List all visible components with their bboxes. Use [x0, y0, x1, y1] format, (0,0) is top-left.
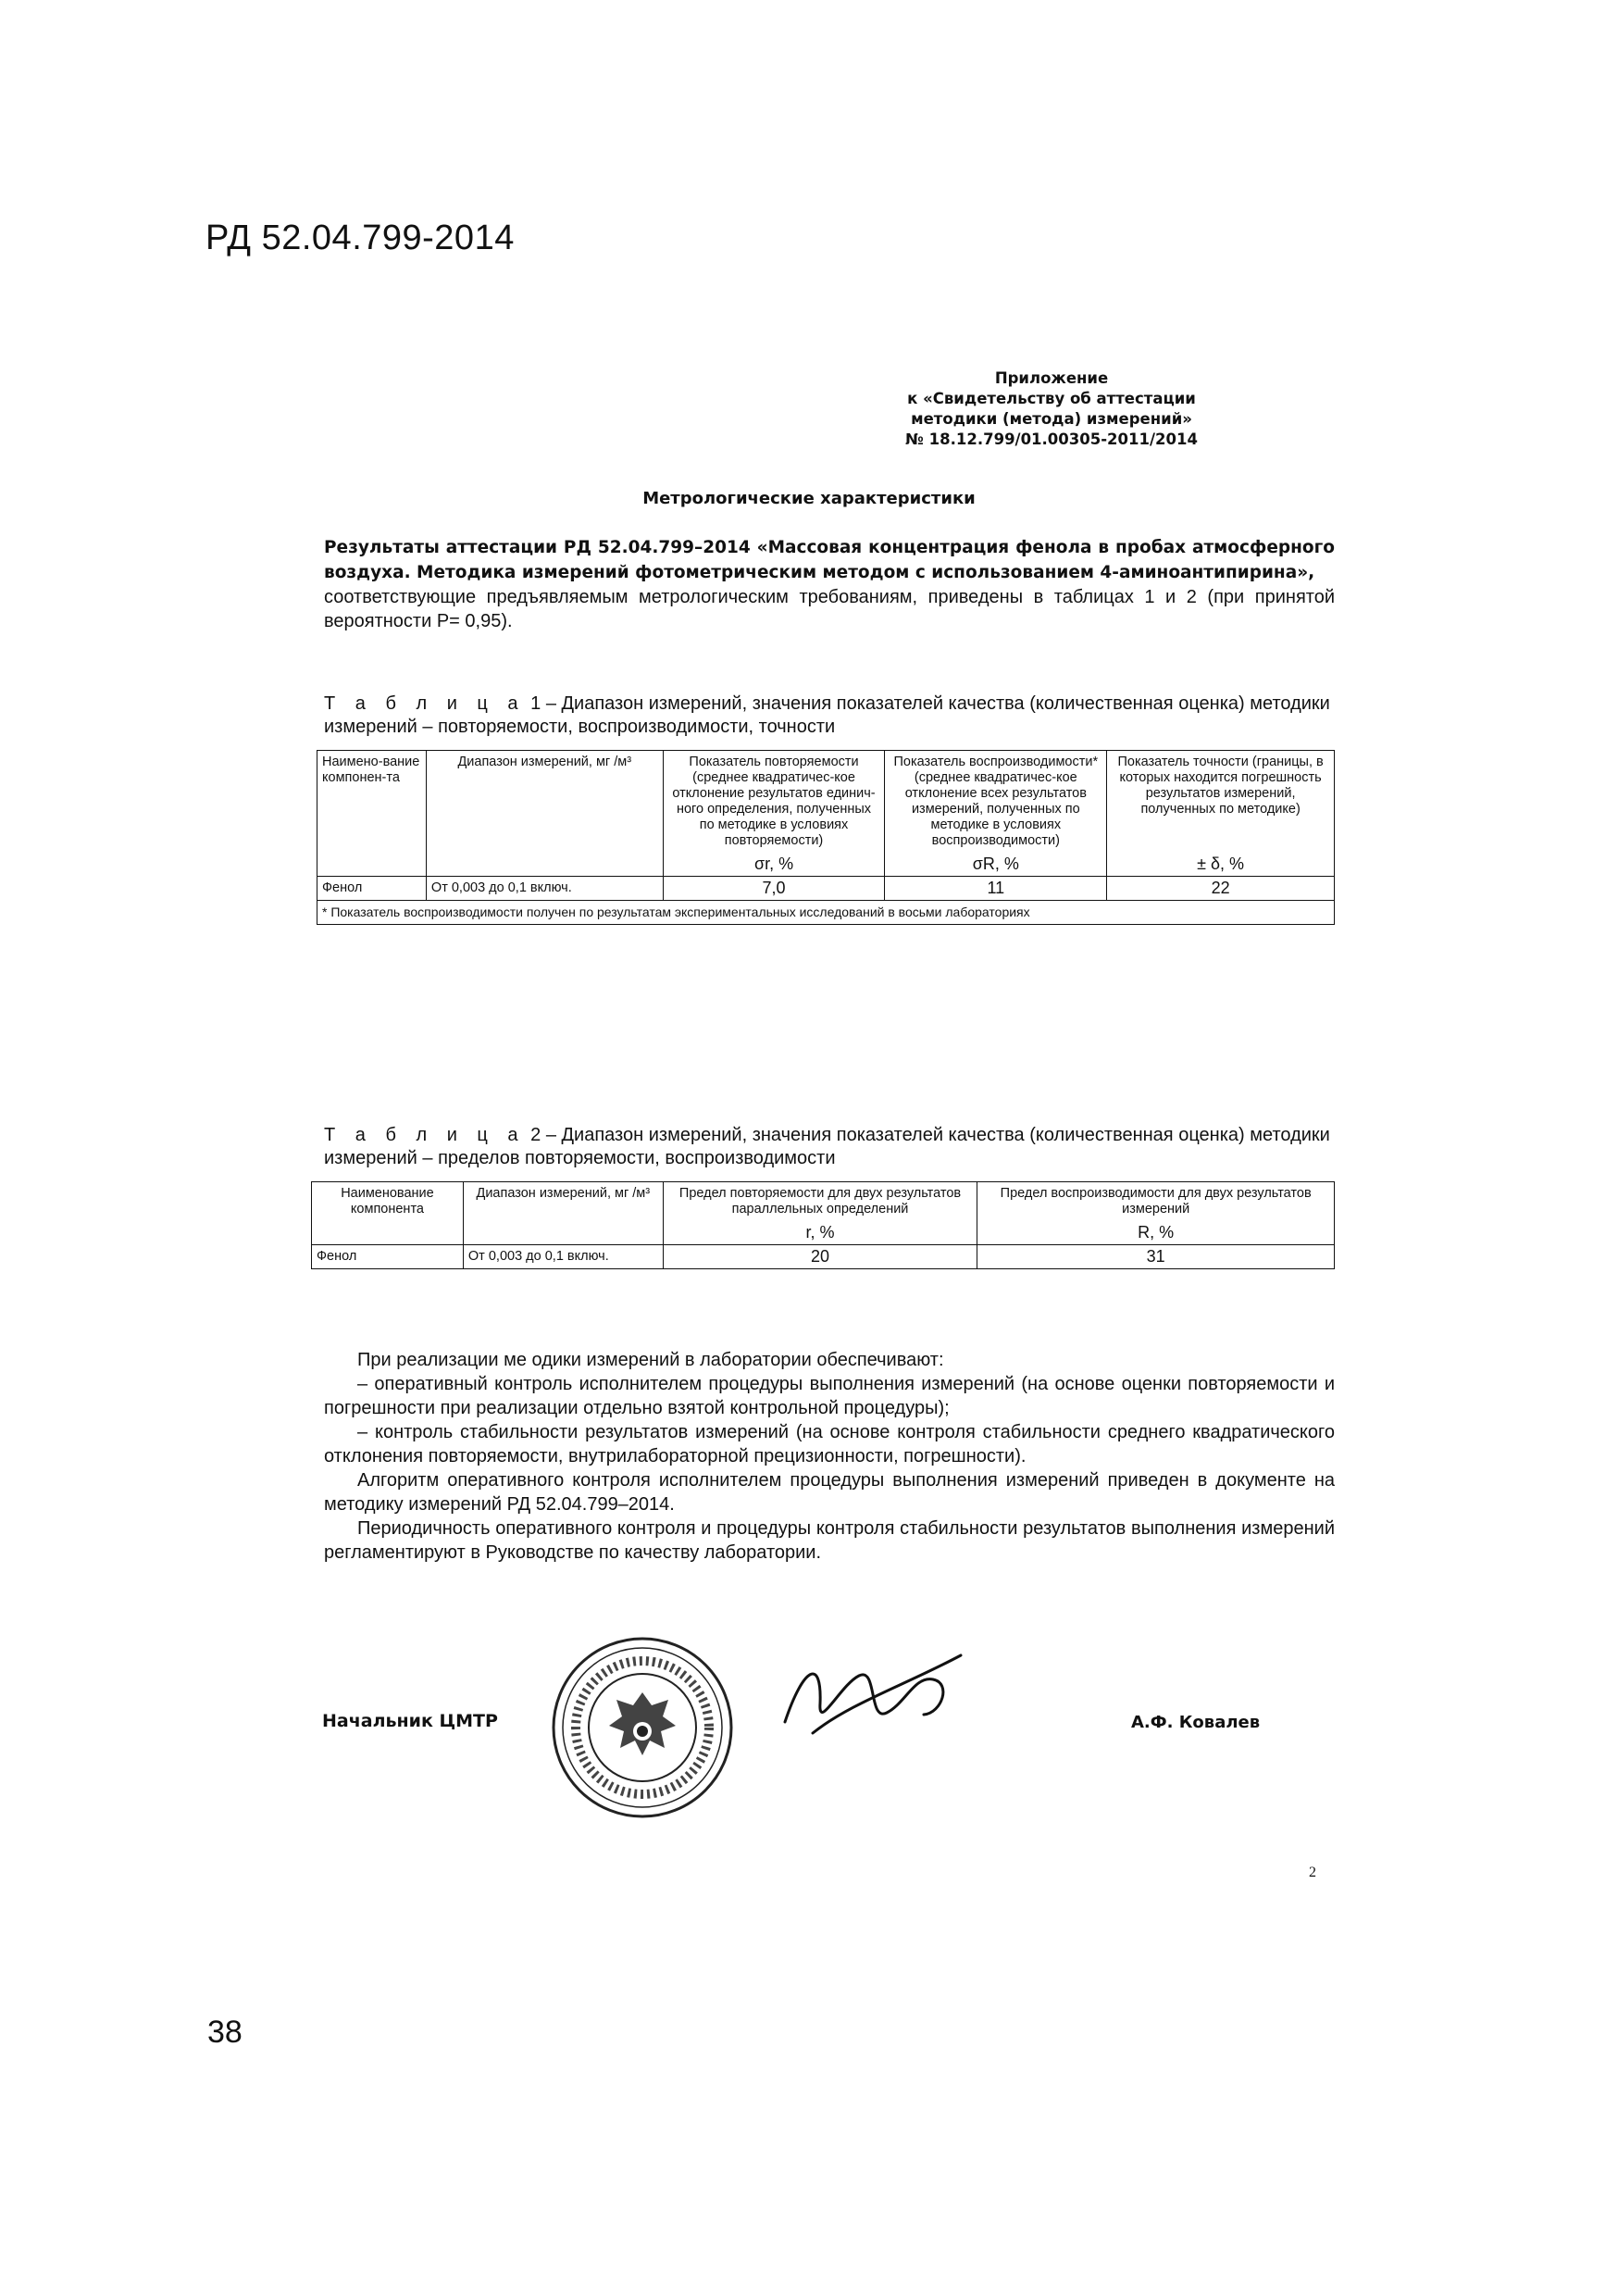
- table2-symbol-reproducibility: R, %: [977, 1221, 1335, 1245]
- table2-cell-repeatability: 20: [663, 1245, 977, 1269]
- table-header-row: [312, 1182, 1335, 1222]
- table1-caption-text: – Диапазон измерений, значения показателей качества (количественная оценка) методики измерений – повторяемости, воспроизводимости, точности: [324, 693, 1330, 737]
- table1-header-accuracy: Показатель точности (границы, в которых находится погрешность результатов измерений, полученных по методике): [1107, 751, 1335, 854]
- table1-number: 1: [530, 693, 541, 714]
- body-paragraph-5: Периодичность оперативного контроля и процедуры контроля стабильности результатов выполнения измерений регламентируют в Руководстве по качеству лаборатории.: [324, 1518, 1335, 1563]
- body-paragraph-2: – оперативный контроль исполнителем процедуры выполнения измерений (на основе оценки повторяемости и погрешности при реализации отдельно взятой контрольной процедуры);: [324, 1374, 1335, 1418]
- intro-paragraph: [324, 535, 1335, 633]
- table1-header-component: Наимено-вание компонен-та: [317, 751, 427, 877]
- body-paragraph-1: При реализации ме одики измерений в лаборатории обеспечивают:: [357, 1350, 944, 1370]
- table1-footnote: * Показатель воспроизводимости получен по результатам экспериментальных исследований в восьми лабораториях: [317, 901, 1335, 925]
- table1-symbol-reproducibility: σR, %: [885, 853, 1107, 877]
- table1-symbol-accuracy: ± δ, %: [1107, 853, 1335, 877]
- table1-symbol-repeatability: σr, %: [663, 853, 885, 877]
- table2-header-component: Наименование компонента: [312, 1182, 464, 1245]
- intro-bold: Результаты аттестации РД 52.04.799–2014 «Массовая концентрация фенола в пробах атмосферного воздуха. Методика измерений фотометрическим методом с использованием 4-аминоантипирина»,: [324, 538, 1335, 582]
- table2-caption-text: – Диапазон измерений, значения показателей качества (количественная оценка) методики измерений – пределов повторяемости, воспроизводимости: [324, 1125, 1330, 1168]
- table1-cell-component: Фенол: [317, 877, 427, 901]
- table1-cell-accuracy: 22: [1107, 877, 1335, 901]
- handwritten-signature: [776, 1648, 970, 1750]
- eagle-emblem-icon: [609, 1692, 676, 1755]
- table1-label: Т а б л и ц а: [324, 693, 526, 714]
- body-paragraph-3: – контроль стабильности результатов измерений (на основе контроля стабильности среднего квадратического отклонения повторяемости, внутрилабораторной прецизионности, погрешности).: [324, 1422, 1335, 1466]
- appendix-line-3: методики (метода) измерений»: [911, 410, 1192, 428]
- official-stamp: [550, 1635, 735, 1820]
- table-1: [317, 750, 1335, 925]
- page-number: 38: [207, 2015, 243, 2050]
- table1-header-repeatability: Показатель повторяемости (среднее квадратичес-кое отклонение результатов единич-ного определения, полученных по методике в условиях повторяемости): [663, 751, 885, 854]
- table2-header-reproducibility: Предел воспроизводимости для двух результатов измерений: [977, 1182, 1335, 1222]
- table-2: [311, 1181, 1335, 1269]
- appendix-line-4: № 18.12.799/01.00305-2011/2014: [905, 430, 1198, 448]
- table-header-row: [317, 751, 1335, 854]
- section-title: Метрологические характеристики: [642, 489, 976, 508]
- table2-number: 2: [530, 1125, 541, 1145]
- appendix-line-1: Приложение: [994, 369, 1109, 387]
- table2-symbol-repeatability: r, %: [663, 1221, 977, 1245]
- table2-header-repeatability: Предел повторяемости для двух результатов параллельных определений: [663, 1182, 977, 1222]
- table2-cell-range: От 0,003 до 0,1 включ.: [463, 1245, 663, 1269]
- appendix-heading: [811, 368, 1292, 450]
- table-row: [317, 877, 1335, 901]
- document-code: РД 52.04.799-2014: [205, 218, 515, 257]
- table2-label: Т а б л и ц а: [324, 1125, 526, 1145]
- table-row: [312, 1245, 1335, 1269]
- intro-rest: соответствующие предъявляемым метрологическим требованиям, приведены в таблицах 1 и 2 (при принятой вероятности Р= 0,95).: [324, 587, 1335, 631]
- table1-cell-range: От 0,003 до 0,1 включ.: [426, 877, 663, 901]
- signatory-name: А.Ф. Ковалев: [1131, 1713, 1261, 1732]
- table1-header-range: Диапазон измерений, мг /м³: [426, 751, 663, 877]
- table-footnote-row: [317, 901, 1335, 925]
- signatory-title: Начальник ЦМТР: [322, 1711, 498, 1731]
- table2-cell-reproducibility: 31: [977, 1245, 1335, 1269]
- body-paragraph-4: Алгоритм оперативного контроля исполнителем процедуры выполнения измерений приведен в документе на методику измерений РД 52.04.799–2014.: [324, 1470, 1335, 1515]
- table1-cell-reproducibility: 11: [885, 877, 1107, 901]
- table2-caption: [324, 1124, 1335, 1170]
- inner-page-number: 2: [1309, 1865, 1316, 1880]
- appendix-line-2: к «Свидетельству об аттестации: [907, 390, 1196, 407]
- table1-header-reproducibility: Показатель воспроизводимости* (среднее квадратичес-кое отклонение всех результатов измерений, полученных по методике в условиях воспроизводимости): [885, 751, 1107, 854]
- table2-header-range: Диапазон измерений, мг /м³: [463, 1182, 663, 1245]
- body-text: [324, 1348, 1335, 1565]
- table2-cell-component: Фенол: [312, 1245, 464, 1269]
- table1-caption: [324, 693, 1335, 739]
- table1-cell-repeatability: 7,0: [663, 877, 885, 901]
